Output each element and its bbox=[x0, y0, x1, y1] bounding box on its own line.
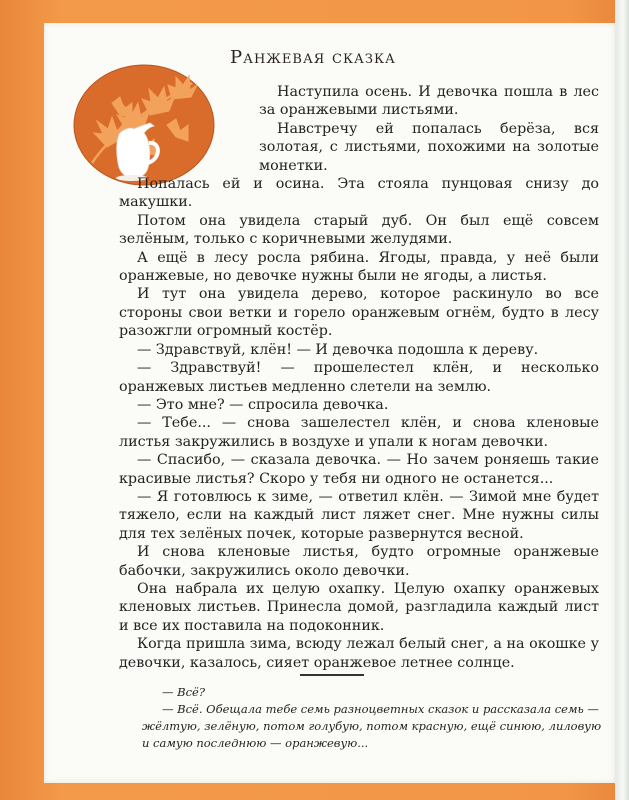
book-binding bbox=[615, 0, 629, 800]
paragraph: — Это мне? — спросила девочка. bbox=[137, 396, 389, 413]
paragraph: И снова кленовые листья, будто огромные оранжевые бабочки, закружились около девочки. bbox=[119, 544, 599, 579]
paragraph: — Тебе... — снова зашелестел клён, и снова кленовые листья закружились в воздухе и упали к ногам девочки. bbox=[119, 415, 599, 450]
paragraph: — Спасибо, — сказала девочка. — Но зачем роняешь такие красивые листья? Скоро у тебя ни одного не останется... bbox=[119, 452, 599, 487]
epilogue-line: — Всё. Обещала тебе семь разноцветных сказок и рассказала семь — жёлтую, зелёную, потом голубую, потом красную, ещё синюю, лиловую и самую последнюю — оранжевую... bbox=[142, 702, 602, 750]
epilogue-line: — Всё? bbox=[162, 685, 206, 699]
paragraph: — Я готовлюсь к зиме, — ответил клён. — Зимой мне будет тяжело, если на каждый лист ляжет снег. Мне нужны силы для тех зелёных почек, которые развернутся весной. bbox=[119, 488, 599, 542]
paragraph: Когда пришла зима, всюду лежал белый снег, а на окошке у девочки, казалось, сияет оранжевое летнее солнце. bbox=[119, 636, 599, 671]
paragraph: — Здравствуй! — прошелестел клён, и несколько оранжевых листьев медленно слетели на землю. bbox=[119, 360, 599, 395]
paragraph: Навстречу ей попалась берёза, вся золотая, с листьями, похожими на золотые монетки. bbox=[259, 120, 599, 174]
section-divider bbox=[300, 674, 364, 676]
paragraph: Наступила осень. И девочка пошла в лес за оранжевыми листьями. bbox=[259, 84, 599, 119]
paragraph: Попалась ей и осина. Эта стояла пунцовая снизу до макушки. bbox=[119, 176, 599, 211]
paragraph: И тут она увидела дерево, которое раскинуло во все стороны свои ветки и горело оранжевым огнём, будто в лесу разожгли огромный костёр. bbox=[119, 286, 599, 340]
story-text bbox=[119, 83, 599, 672]
book-page bbox=[44, 23, 615, 783]
paragraph: Она набрала их целую охапку. Целую охапку оранжевых кленовых листьев. Принесла домой, разгладила каждый лист и все их поставила на подоконник. bbox=[119, 580, 599, 634]
epilogue bbox=[142, 684, 602, 752]
paragraph: А ещё в лесу росла рябина. Ягоды, правда, у неё были оранжевые, но девочке нужны были не ягоды, а листья. bbox=[119, 249, 599, 285]
story-title: Ранжевая сказка bbox=[230, 47, 396, 68]
paragraph: Потом она увидела старый дуб. Он был ещё совсем зелёным, только с коричневыми желудями. bbox=[119, 212, 599, 248]
paragraph: — Здравствуй, клён! — И девочка подошла к дереву. bbox=[137, 341, 539, 358]
